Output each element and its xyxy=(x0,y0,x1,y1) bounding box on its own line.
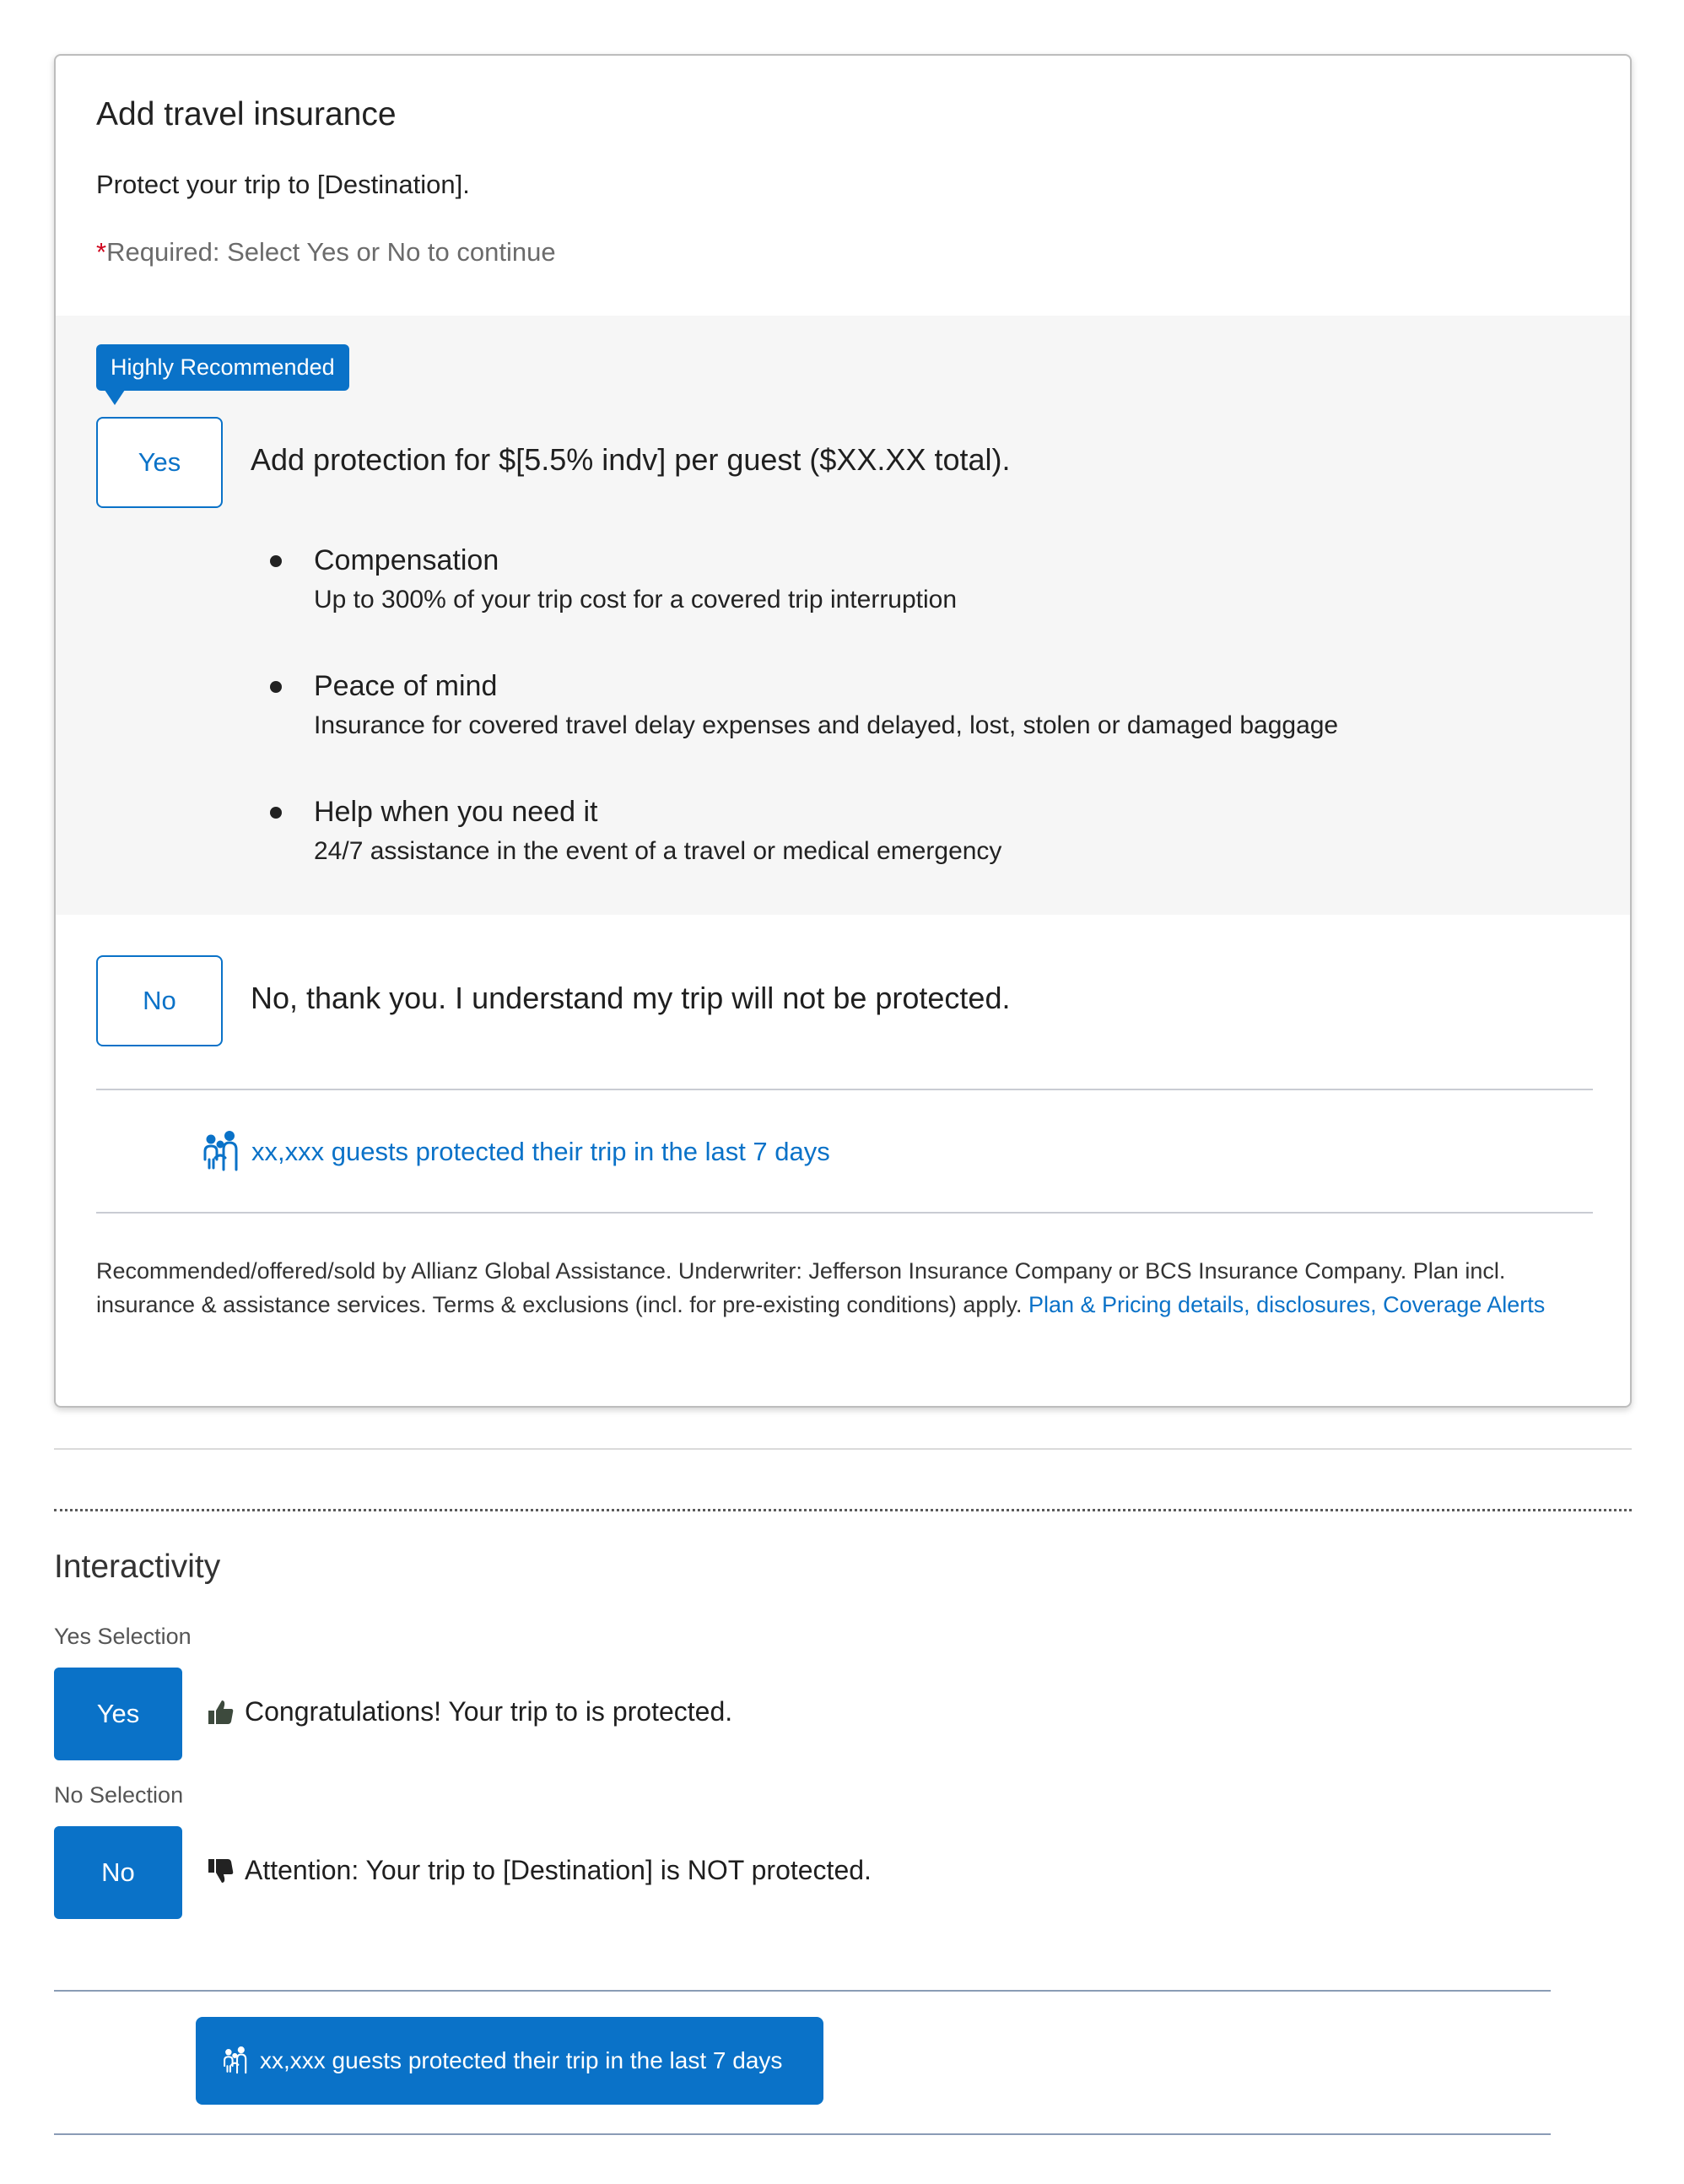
dotted-separator xyxy=(54,1509,1632,1511)
yes-selection-label: Yes Selection xyxy=(54,1624,192,1649)
benefit-title: Help when you need it xyxy=(314,796,598,828)
people-group-icon xyxy=(202,1131,240,1173)
highly-recommended-badge: Highly Recommended xyxy=(96,344,349,391)
no-message: Attention: Your trip to [Destination] is NOT protected. xyxy=(245,1855,872,1885)
divider xyxy=(54,1990,1551,1992)
social-proof xyxy=(202,1131,830,1173)
benefit-desc: Insurance for covered travel delay expenses and delayed, lost, stolen or damaged baggage xyxy=(314,711,1339,739)
benefit-title: Peace of mind xyxy=(314,670,498,702)
social-proof-pill-text: xx,xxx guests protected their trip in the last 7 days xyxy=(260,2047,783,2073)
yes-result xyxy=(208,1696,732,1727)
no-result xyxy=(208,1855,872,1886)
benefit-title: Compensation xyxy=(314,544,499,576)
travel-insurance-card xyxy=(54,54,1632,1408)
no-selected-button[interactable]: No xyxy=(54,1826,182,1919)
disclaimer xyxy=(96,1254,1606,1322)
no-button[interactable]: No xyxy=(96,955,223,1046)
benefit-desc: Up to 300% of your trip cost for a covered trip interruption xyxy=(314,586,958,614)
divider xyxy=(96,1212,1593,1214)
disclaimer-text: Recommended/offered/sold by Allianz Global Assistance. Underwriter: Jefferson Insurance Company or BCS Insurance Company. Plan incl. insurance & assistance services. Terms & exclusions (incl. for pre-existing conditions) apply. xyxy=(96,1258,1506,1317)
thumbs-up-icon xyxy=(208,1699,235,1726)
required-star: * xyxy=(96,237,107,267)
benefits-list xyxy=(270,543,1338,921)
divider xyxy=(96,1089,1593,1090)
benefit-item xyxy=(270,795,1338,921)
thumbs-down-icon xyxy=(208,1857,235,1884)
divider xyxy=(54,2133,1551,2135)
card-subtitle: Protect your trip to [Destination]. xyxy=(96,170,470,199)
interactivity-title: Interactivity xyxy=(54,1549,221,1585)
bullet-icon xyxy=(270,681,282,693)
people-group-icon xyxy=(223,2046,248,2075)
required-note xyxy=(96,237,556,268)
benefit-desc: 24/7 assistance in the event of a travel or medical emergency xyxy=(314,837,1002,865)
benefit-item xyxy=(270,543,1338,669)
card-title: Add travel insurance xyxy=(96,96,397,132)
yes-message: Congratulations! Your trip to is protected. xyxy=(245,1696,733,1727)
badge-tail xyxy=(105,390,125,405)
social-proof-text: xx,xxx guests protected their trip in the last 7 days xyxy=(251,1137,830,1166)
yes-selected-button[interactable]: Yes xyxy=(54,1668,182,1760)
no-option-text: No, thank you. I understand my trip will not be protected. xyxy=(251,981,1011,1015)
yes-option-panel xyxy=(56,316,1630,915)
no-selection-label: No Selection xyxy=(54,1782,184,1808)
required-text: Required: Select Yes or No to continue xyxy=(106,237,556,267)
section-separator xyxy=(54,1448,1632,1450)
social-proof-pill xyxy=(196,2017,823,2105)
bullet-icon xyxy=(270,807,282,819)
yes-option-text: Add protection for $[5.5% indv] per guest ($XX.XX total). xyxy=(251,442,1011,477)
yes-button[interactable]: Yes xyxy=(96,417,223,508)
benefit-item xyxy=(270,669,1338,795)
plan-details-link[interactable]: Plan & Pricing details, disclosures, Coverage Alerts xyxy=(1028,1292,1546,1317)
bullet-icon xyxy=(270,555,282,567)
